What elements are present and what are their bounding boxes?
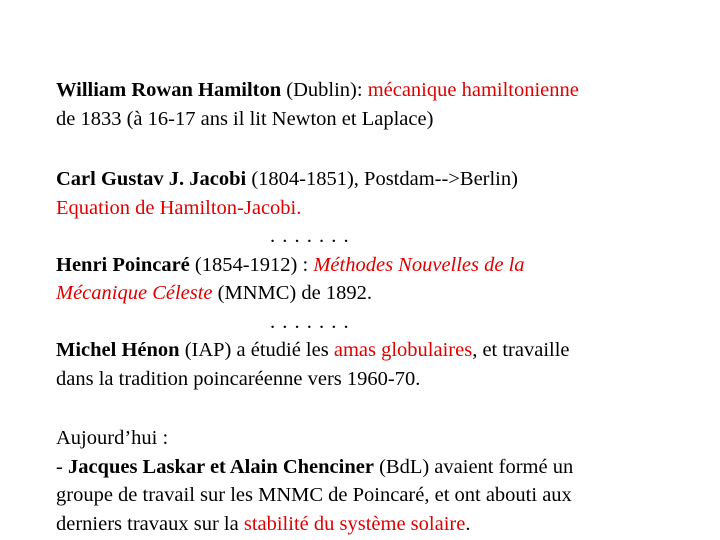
separator-2: . . . . . . .: [270, 310, 350, 333]
hamilton-line-1: [56, 76, 696, 105]
today-line-2: groupe de travail sur les MNMC de Poincaré, et ont abouti aux: [56, 484, 572, 506]
henon-line-1: [56, 336, 696, 365]
today-line-1: [56, 453, 696, 482]
jacobi-equation: Equation de Hamilton-Jacobi.: [56, 196, 302, 219]
henon-name: Michel Hénon: [56, 339, 180, 361]
henon-text-1: (IAP) a étudié les: [179, 339, 334, 361]
hamilton-block: [56, 76, 696, 133]
hamilton-city: (Dublin):: [281, 79, 368, 101]
hamilton-line-2: de 1833 (à 16-17 ans il lit Newton et Laplace): [56, 107, 434, 130]
poincare-name: Henri Poincaré: [56, 253, 190, 276]
today-block: [56, 424, 696, 538]
today-names: Jacques Laskar et Alain Chenciner: [67, 455, 374, 478]
today-topic: stabilité du système solaire: [243, 512, 466, 535]
henon-line-2: dans la tradition poincaréenne vers 1960-70.: [56, 367, 421, 390]
poincare-work-b: Mécanique Céleste: [56, 282, 213, 304]
jacobi-name: Carl Gustav J. Jacobi: [56, 168, 247, 190]
poincare-line-1: [56, 251, 696, 280]
jacobi-details: (1804-1851), Postdam-->Berlin): [246, 168, 518, 190]
henon-text-2: , et travaille: [472, 339, 570, 361]
poincare-details: (1854-1912) :: [189, 253, 314, 276]
today-dash: -: [56, 455, 68, 478]
today-line-3: [56, 510, 696, 539]
today-line-3-a: derniers travaux sur la: [56, 512, 244, 535]
hamilton-topic: mécanique hamiltonienne: [367, 79, 579, 101]
today-text-1: (BdL) avaient formé un: [373, 455, 574, 478]
jacobi-block: [56, 165, 696, 393]
poincare-year: de 1892.: [296, 282, 372, 304]
separator-1: . . . . . . .: [270, 225, 350, 247]
today-intro: Aujourd’hui :: [56, 427, 169, 449]
poincare-abbr: (MNMC): [212, 282, 297, 304]
today-line-3-b: .: [465, 512, 471, 535]
poincare-line-2: [56, 279, 696, 308]
henon-topic: amas globulaires: [333, 339, 473, 361]
poincare-work-a: Méthodes Nouvelles de la: [313, 253, 525, 276]
jacobi-line-1: [56, 165, 696, 194]
hamilton-name: William Rowan Hamilton: [56, 79, 282, 101]
